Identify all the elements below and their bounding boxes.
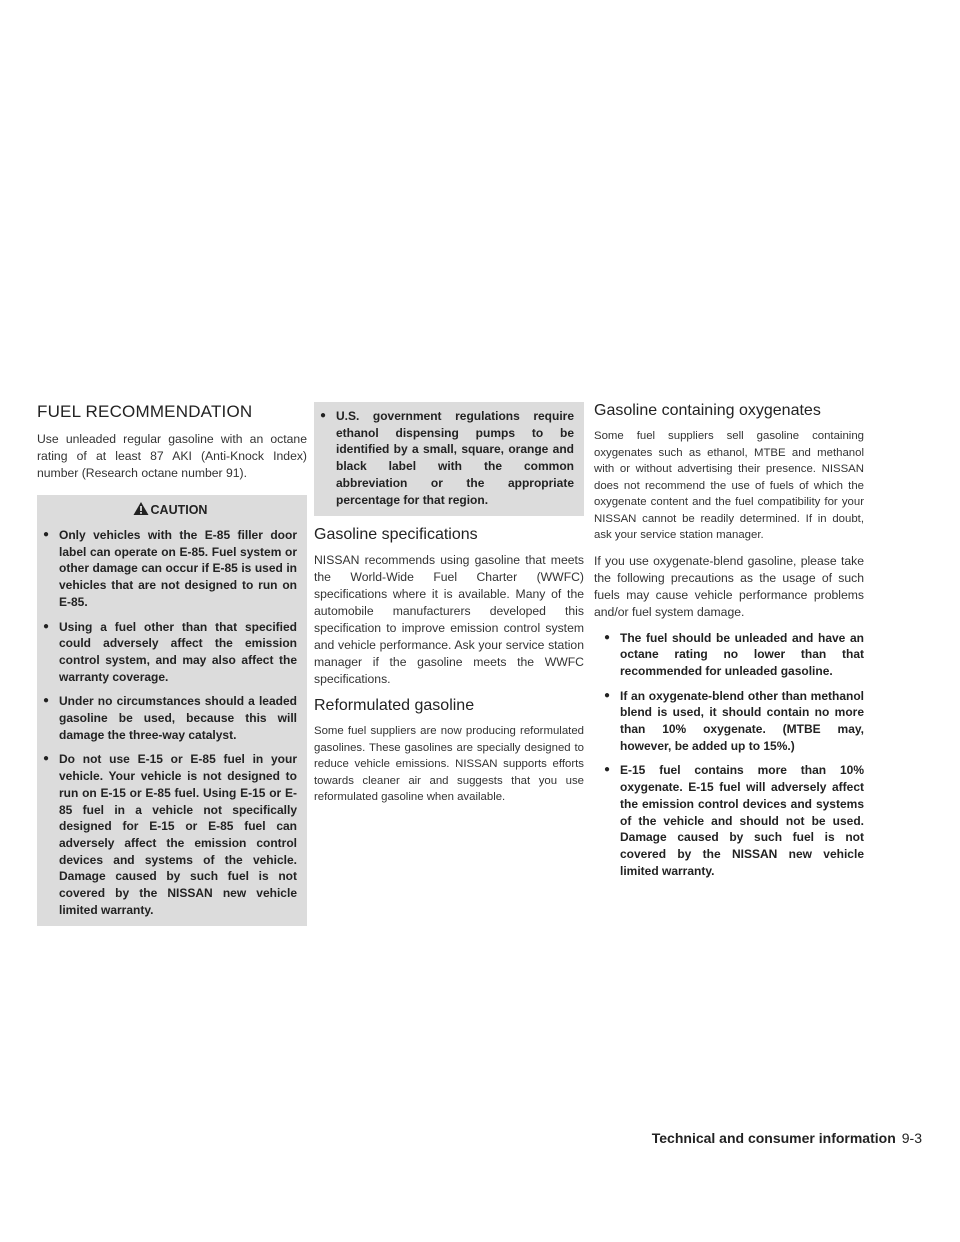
page-footer [652, 1130, 922, 1146]
specifications-paragraph: NISSAN recommends using gasoline that meets the World-Wide Fuel Charter (WWFC) specifications where it is available. Many of the automobile manufacturers developed this specification to improve emission control system and vehicle performance. Ask your service station manager if the gasoline meets the WWFC specifications. [314, 553, 584, 687]
oxygenates-paragraph-2: If you use oxygenate-blend gasoline, please take the following precautions as the usage of such fuels may cause vehicle performance problems and/or fuel system damage. [594, 553, 864, 619]
caution-item: ● Under no circumstances should a leaded gasoline be used, because this will damage the three-way catalyst. [43, 693, 297, 743]
precaution-item: ● E-15 fuel contains more than 10% oxygenate. E-15 fuel will adversely affect the emission control devices and systems of the vehicle and should not be used. Damage caused by such fuel is not covered by the NISSAN new vehicle limited warranty. [604, 762, 864, 879]
intro-paragraph: Use unleaded regular gasoline with an octane rating of at least 87 AKI (Anti-Knock Index) number (Research octane number 91). [37, 432, 307, 480]
caution-label: CAUTION [150, 503, 208, 517]
caution-item: ● U.S. government regulations require ethanol dispensing pumps to be identified by a small, square, orange and black label with the common abbreviation or the appropriate percentage for that region. [320, 408, 574, 508]
caution-box-continued [314, 402, 584, 516]
caution-item: ● Using a fuel other than that specified could adversely affect the emission control system, and may also affect the warranty coverage. [43, 619, 297, 686]
caution-list-continued [320, 408, 574, 508]
column-middle [314, 402, 584, 815]
column-right [594, 402, 864, 887]
caution-item: ● Do not use E-15 or E-85 fuel in your vehicle. Your vehicle is not designed to run on E-15 or E-85 fuel. Using E-15 or E-85 fuel in a vehicle not specifically designed for E-15 or E-85 fuel can adversely affect the emission control devices and systems of the vehicle. Damage caused by such fuel is not covered by the NISSAN new vehicle limited warranty. [43, 751, 297, 918]
column-left [37, 402, 307, 926]
footer-section-title: Technical and consumer information [651, 1130, 896, 1146]
precaution-item: ● If an oxygenate-blend other than methanol blend is used, it should contain no more than 10% oxygenate. (MTBE may, however, be added up to 15%.) [604, 688, 864, 755]
caution-item: ● Only vehicles with the E-85 filler door label can operate on E-85. Fuel system or other damage can occur if E-85 is used in vehicles that are not designed to run on E-85. [43, 527, 297, 611]
caution-header [43, 501, 297, 519]
page-number: 9-3 [901, 1130, 922, 1146]
precaution-item: ● The fuel should be unleaded and have an octane rating no lower than that recommended for unleaded gasoline. [604, 630, 864, 680]
subheading-oxygenates: Gasoline containing oxygenates [594, 402, 821, 419]
subheading-reformulated-gasoline: Reformulated gasoline [314, 697, 475, 715]
subheading-gasoline-specifications: Gasoline specifications [314, 526, 478, 544]
caution-list [43, 527, 297, 918]
oxygenates-precautions-list [594, 630, 864, 880]
section-heading-fuel-recommendation: FUEL RECOMMENDATION [37, 402, 253, 421]
reformulated-paragraph: Some fuel suppliers are now producing reformulated gasolines. These gasolines are specially designed to reduce vehicle emissions. NISSAN supports efforts towards cleaner air and suggests that you use reformulated gasoline when available. [314, 725, 584, 804]
oxygenates-paragraph-1: Some fuel suppliers sell gasoline containing oxygenates such as ethanol, MTBE and methanol with or without advertising their presence. NISSAN does not recommend the use of fuels of which the oxygenate content and the fuel compatibility for your NISSAN cannot be readily determined. If in doubt, ask your service station manager. [594, 430, 864, 541]
caution-box [37, 495, 307, 926]
warning-triangle-icon [133, 501, 149, 519]
